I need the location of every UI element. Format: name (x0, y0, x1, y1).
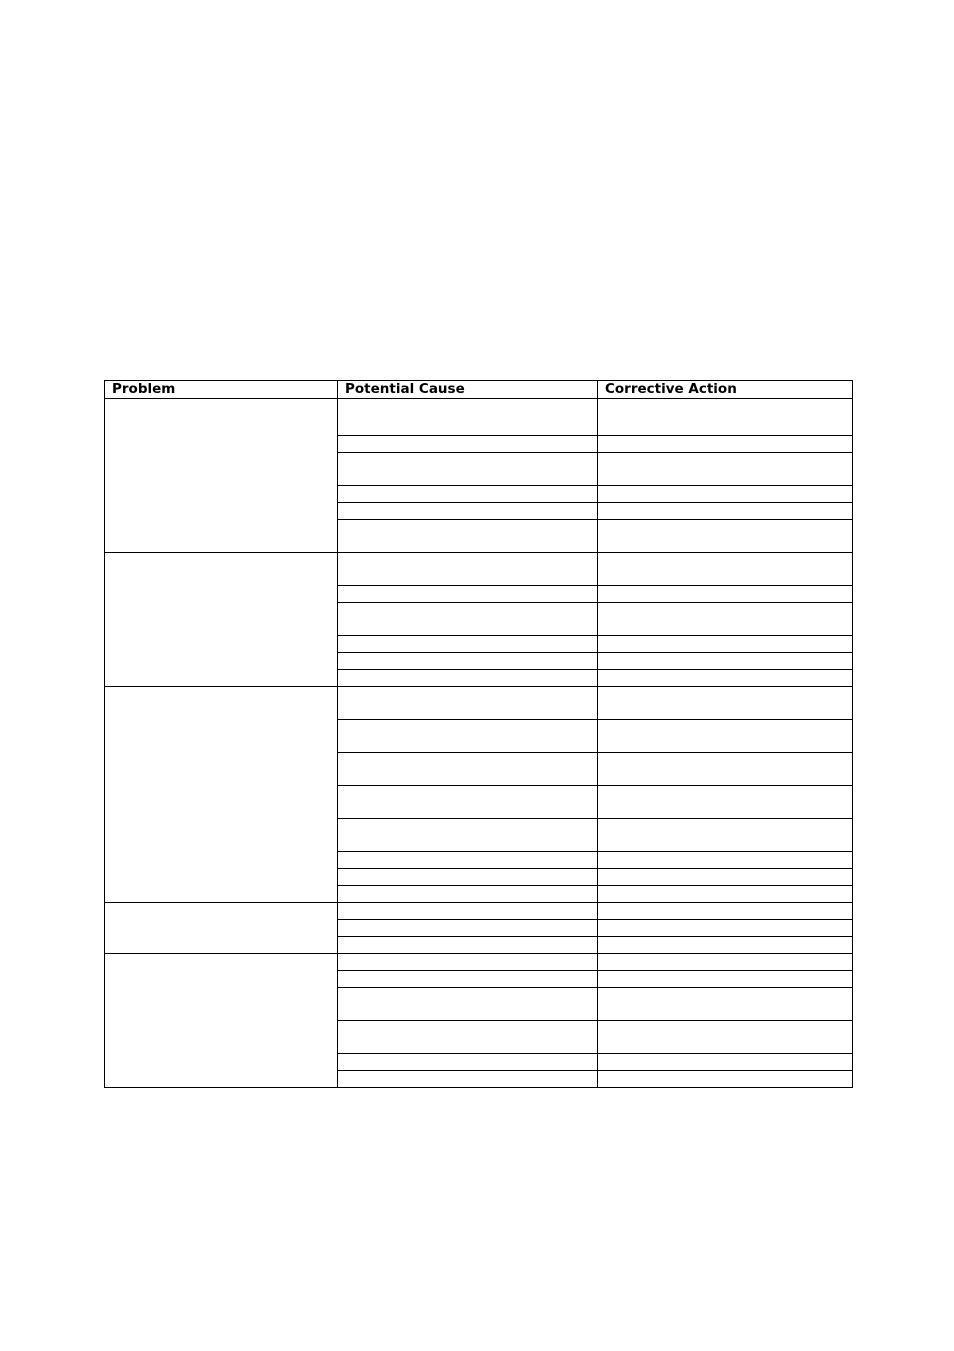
corrective-action-cell (598, 971, 853, 988)
corrective-action-cell (598, 687, 853, 720)
potential-cause-cell (338, 486, 598, 503)
corrective-action-cell (598, 753, 853, 786)
corrective-action-cell (598, 1021, 853, 1054)
corrective-action-cell (598, 503, 853, 520)
potential-cause-cell (338, 937, 598, 954)
corrective-action-cell (598, 937, 853, 954)
potential-cause-cell (338, 786, 598, 819)
corrective-action-cell (598, 603, 853, 636)
corrective-action-cell (598, 886, 853, 903)
potential-cause-cell (338, 670, 598, 687)
potential-cause-cell (338, 903, 598, 920)
corrective-action-cell (598, 653, 853, 670)
corrective-action-cell (598, 720, 853, 753)
potential-cause-cell (338, 399, 598, 436)
table-body (105, 399, 853, 1088)
corrective-action-cell (598, 520, 853, 553)
corrective-action-cell (598, 486, 853, 503)
corrective-action-cell (598, 954, 853, 971)
corrective-action-cell (598, 988, 853, 1021)
potential-cause-cell (338, 920, 598, 937)
header-potential-cause: Potential Cause (338, 381, 598, 399)
problem-cell (105, 687, 338, 903)
corrective-action-cell (598, 636, 853, 653)
corrective-action-cell (598, 920, 853, 937)
potential-cause-cell (338, 436, 598, 453)
potential-cause-cell (338, 1071, 598, 1088)
potential-cause-cell (338, 971, 598, 988)
problem-cell (105, 954, 338, 1088)
corrective-action-cell (598, 399, 853, 436)
potential-cause-cell (338, 636, 598, 653)
potential-cause-cell (338, 886, 598, 903)
potential-cause-cell (338, 852, 598, 869)
potential-cause-cell (338, 753, 598, 786)
corrective-action-cell (598, 786, 853, 819)
potential-cause-cell (338, 603, 598, 636)
table-row (105, 954, 853, 971)
corrective-action-cell (598, 869, 853, 886)
problem-cell (105, 903, 338, 954)
table-header-row (105, 381, 853, 399)
potential-cause-cell (338, 586, 598, 603)
corrective-action-cell (598, 553, 853, 586)
potential-cause-cell (338, 954, 598, 971)
potential-cause-cell (338, 653, 598, 670)
corrective-action-cell (598, 586, 853, 603)
troubleshooting-table (104, 380, 853, 1088)
table-row (105, 553, 853, 586)
header-corrective-action: Corrective Action (598, 381, 853, 399)
potential-cause-cell (338, 520, 598, 553)
potential-cause-cell (338, 720, 598, 753)
potential-cause-cell (338, 687, 598, 720)
corrective-action-cell (598, 453, 853, 486)
corrective-action-cell (598, 1054, 853, 1071)
potential-cause-cell (338, 1021, 598, 1054)
corrective-action-cell (598, 1071, 853, 1088)
table-row (105, 399, 853, 436)
problem-cell (105, 553, 338, 687)
potential-cause-cell (338, 1054, 598, 1071)
problem-cell (105, 399, 338, 553)
corrective-action-cell (598, 852, 853, 869)
corrective-action-cell (598, 670, 853, 687)
potential-cause-cell (338, 819, 598, 852)
table-row (105, 903, 853, 920)
potential-cause-cell (338, 988, 598, 1021)
potential-cause-cell (338, 869, 598, 886)
corrective-action-cell (598, 903, 853, 920)
potential-cause-cell (338, 553, 598, 586)
corrective-action-cell (598, 436, 853, 453)
potential-cause-cell (338, 503, 598, 520)
table-row (105, 687, 853, 720)
potential-cause-cell (338, 453, 598, 486)
header-problem: Problem (105, 381, 338, 399)
corrective-action-cell (598, 819, 853, 852)
